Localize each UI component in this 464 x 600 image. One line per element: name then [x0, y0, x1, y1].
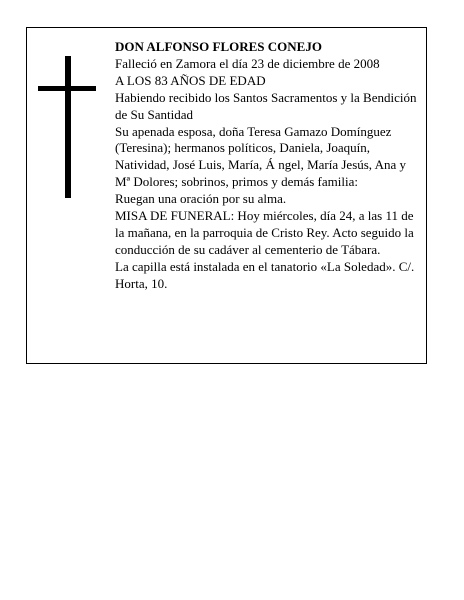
cross-vertical-bar	[65, 56, 71, 198]
chapel-location-paragraph: La capilla está instalada en el tanatorio «La Soledad». C/. Horta, 10.	[115, 258, 415, 291]
prayer-request: Ruegan una oración por su alma.	[115, 191, 287, 207]
obituary-text	[115, 39, 424, 293]
deceased-name: DON ALFONSO FLORES CONEJO	[115, 39, 322, 54]
funeral-mass-paragraph: MISA DE FUNERAL: Hoy miércoles, día 24, a las 11 de la mañana, en la parroquia de Cristo Rey. Acto seguido la conducción de su cadáver al cementerio de Tábara.	[115, 208, 414, 257]
death-date-line: Falleció en Zamora el día 23 de diciembre de 2008	[115, 55, 380, 71]
cross-icon	[27, 28, 107, 228]
cross-horizontal-bar	[38, 86, 96, 91]
sacraments-line: Habiendo recibido los Santos Sacramentos y la Bendición de Su Santidad	[115, 89, 417, 122]
age-line: A LOS 83 AÑOS DE EDAD	[115, 72, 266, 88]
obituary-notice	[26, 27, 427, 364]
family-paragraph: Su apenada esposa, doña Teresa Gamazo Domínguez (Teresina); hermanos políticos, Daniela, Joaquín, Natividad, José Luis, María, Á ngel, María Jesús, Ana y Mª Dolores; sobrinos, primos y demás familia:	[115, 123, 407, 190]
